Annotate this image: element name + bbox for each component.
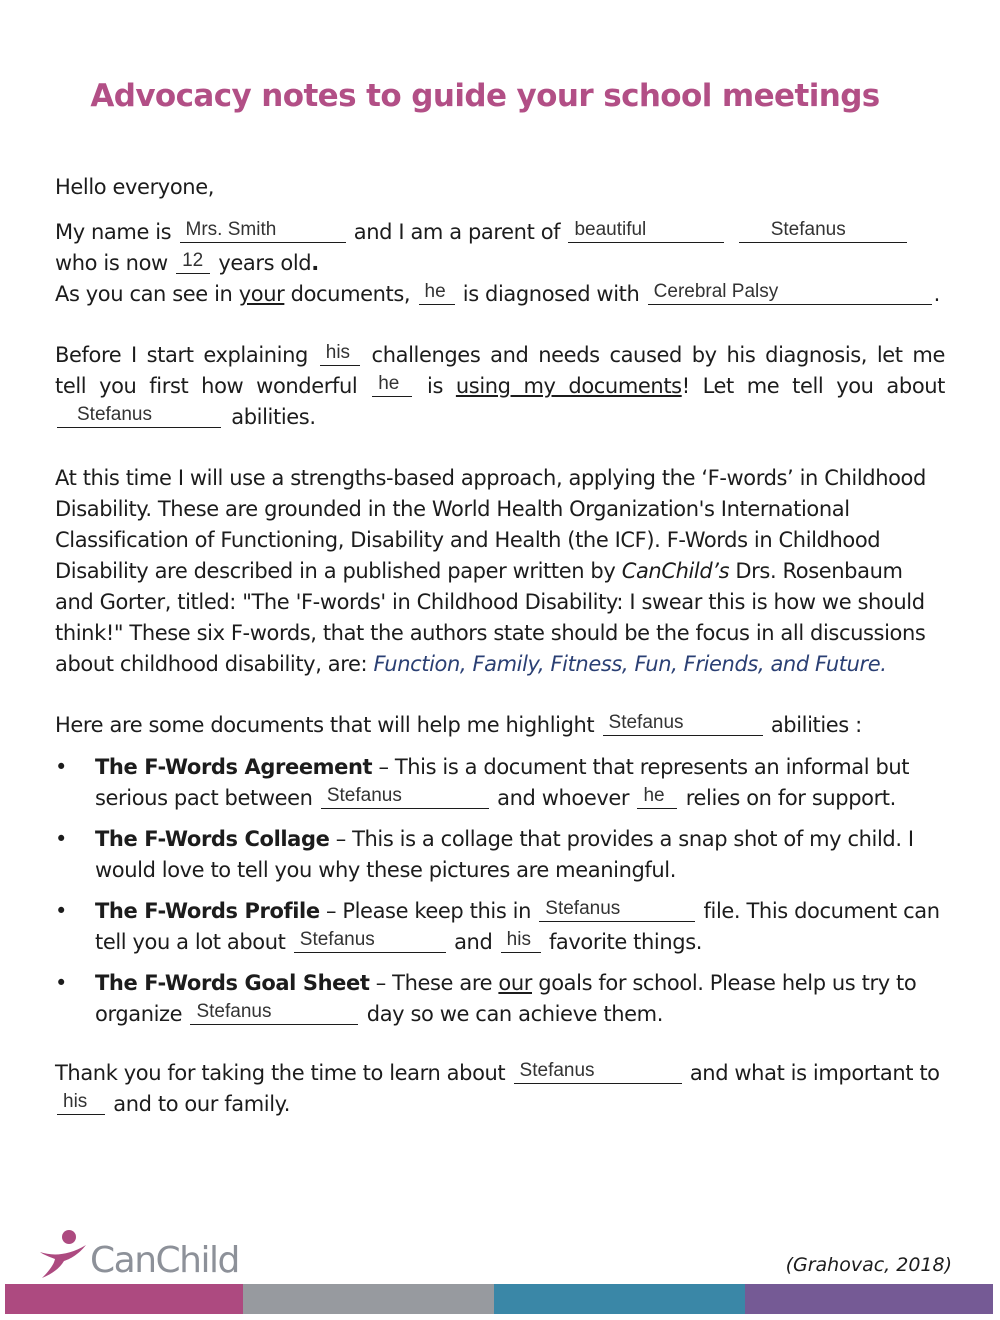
greeting: Hello everyone,: [55, 175, 214, 199]
closing-paragraph: Thank you for taking the time to learn about Stefanus and what is important to his and to our family.: [55, 1060, 940, 1116]
list-item: • The F-Words Collage – This is a collage that provides a snap shot of my child. I would love to tell you why these pictures are meaningful.: [55, 824, 945, 886]
page-title: Advocacy notes to guide your school meetings: [90, 78, 880, 114]
documents-intro: Here are some documents that will help me highlight Stefanus abilities :: [55, 712, 862, 737]
child-name-field-2[interactable]: Stefanus: [57, 403, 221, 428]
pronoun-field-2[interactable]: he: [372, 372, 412, 397]
diagnosis-field[interactable]: Cerebral Palsy: [648, 280, 932, 305]
adjective-field[interactable]: beautiful: [568, 218, 724, 243]
profile-child-field[interactable]: Stefanus: [539, 897, 695, 922]
list-item: • The F-Words Goal Sheet – These are our goals for school. Please help us try to organize Stefanus day so we can achieve them.: [55, 968, 945, 1030]
pronoun-field[interactable]: he: [419, 280, 455, 305]
footer-band-magenta: [5, 1284, 243, 1314]
documents-list: [55, 752, 945, 1030]
footer-band-purple: [745, 1284, 993, 1314]
age-field[interactable]: 12: [176, 249, 210, 274]
list-item: • The F-Words Profile – Please keep this in Stefanus file. This document can tell you a lot about Stefanus and his favorite things.: [55, 896, 945, 958]
profile-possessive-field[interactable]: his: [501, 928, 541, 953]
closing-child-field[interactable]: Stefanus: [514, 1059, 682, 1084]
logo-text: CanChild: [90, 1240, 239, 1281]
footer-band-gray: [243, 1284, 494, 1314]
child-name-field[interactable]: Stefanus: [739, 218, 907, 243]
person-icon: [38, 1228, 94, 1284]
profile-child-field-2[interactable]: Stefanus: [294, 928, 446, 953]
footer-band-teal: [494, 1284, 745, 1314]
f-words-paragraph: At this time I will use a strengths-based approach, applying the ‘F-words’ in Childhood Disability. These are grounded in the World Health Organization's International Classification of Functioning, Disability and Health (the ICF). F-Words in Childhood Disability are described in a published paper written by CanChild’s Drs. Rosenbaum and Gorter, titled: "The 'F-words' in Childhood Disability: I swear this is how we should think!" These six F-words, that the authors state should be the focus in all discussions about childhood disability, are: Function, Family, Fitness, Fun, Friends, and Future.: [55, 466, 926, 676]
agreement-pronoun-field[interactable]: he: [637, 784, 677, 809]
citation: (Grahovac, 2018): [785, 1254, 952, 1276]
explanation-paragraph: Before I start explaining his challenges and needs caused by his diagnosis, let me tell you first how wonderful he is using my documents! Let me tell you about Stefanus abilities.: [55, 342, 946, 429]
intro-paragraph: My name is Mrs. Smith and I am a parent of beautiful Stefanus who is now 12 years old. As you can see in your documents, he is diagnosed with Cerebral Palsy .: [55, 219, 940, 306]
list-item: • The F-Words Agreement – This is a document that represents an informal but serious pact between Stefanus and whoever he relies on for support.: [55, 752, 945, 814]
goal-child-field[interactable]: Stefanus: [190, 1000, 358, 1025]
document-body: [55, 172, 945, 1120]
name-field[interactable]: Mrs. Smith: [180, 218, 346, 243]
f-words-list: Function, Family, Fitness, Fun, Friends, and Future.: [373, 652, 887, 676]
child-name-field-3[interactable]: Stefanus: [603, 711, 763, 736]
closing-possessive-field[interactable]: his: [57, 1090, 105, 1115]
agreement-child-field[interactable]: Stefanus: [321, 784, 489, 809]
possessive-field[interactable]: his: [320, 341, 360, 366]
canchild-logo: [38, 1228, 258, 1288]
